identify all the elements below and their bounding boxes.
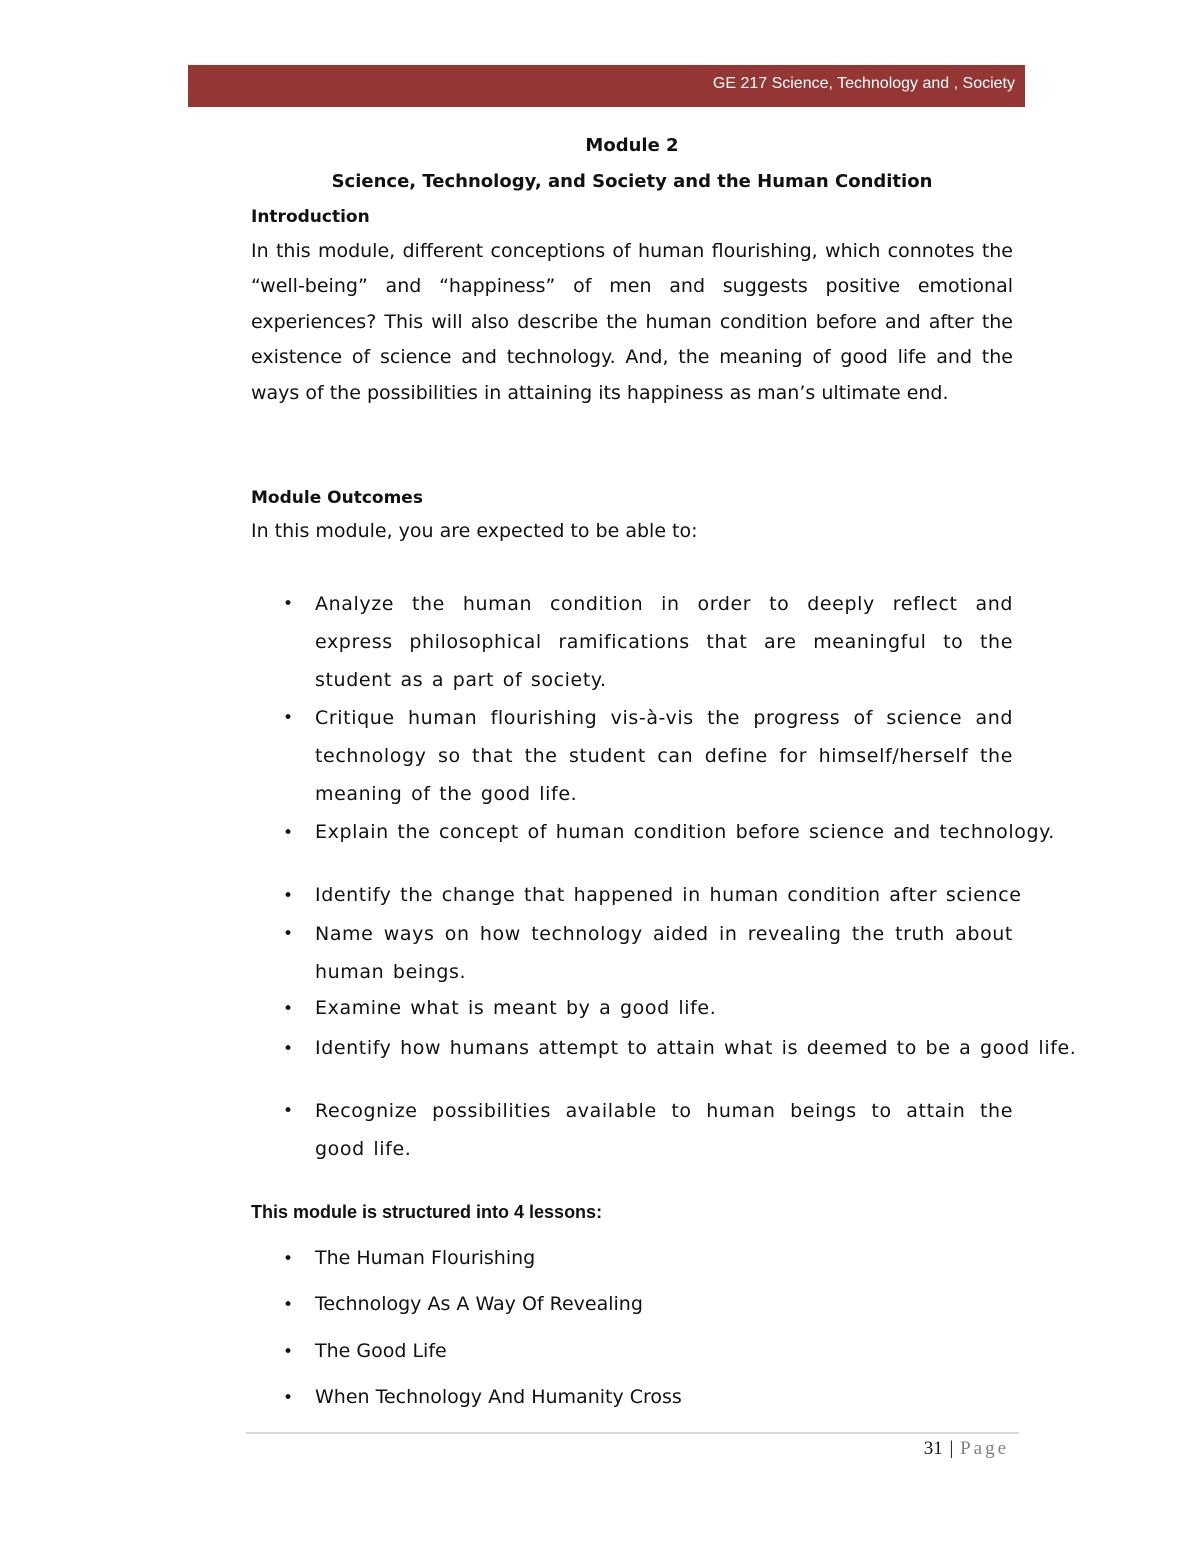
bullet-icon: •	[283, 924, 294, 944]
page-separator: |	[949, 1438, 954, 1459]
lesson-item: Technology As A Way Of Revealing	[315, 1293, 643, 1315]
course-title: GE 217 Science, Technology and , Society	[712, 75, 1015, 92]
page-number: 31	[923, 1438, 943, 1459]
outcome-item: Identify the change that happened in human condition after science	[315, 884, 1022, 906]
bullet-icon: •	[283, 886, 294, 906]
bullet-icon: •	[283, 708, 294, 728]
page-footer	[924, 1438, 1009, 1460]
outcome-item: Analyze the human condition in order to deeply reflect and express philosophical ramifications that are meaningful to the student as a part of society.	[315, 593, 1013, 691]
footer-rule	[246, 1432, 1019, 1434]
bullet-icon: •	[283, 1039, 294, 1059]
outcome-item: Recognize possibilities available to human beings to attain the good life.	[315, 1100, 1013, 1160]
outcome-item: Critique human flourishing vis-à-vis the progress of science and technology so that the student can define for himself/herself the meaning of the good life.	[315, 707, 1013, 805]
outcomes-heading: Module Outcomes	[251, 488, 423, 508]
outcome-item: Explain the concept of human condition before science and technology.	[315, 821, 1055, 843]
outcomes-lead: In this module, you are expected to be able to:	[251, 520, 698, 542]
bullet-icon: •	[283, 1101, 294, 1121]
lesson-item: When Technology And Humanity Cross	[315, 1386, 682, 1408]
bullet-icon: •	[283, 823, 294, 843]
lessons-heading: This module is structured into 4 lessons:	[251, 1202, 603, 1222]
page-label: Page	[960, 1438, 1009, 1459]
header-bar	[188, 65, 1025, 107]
outcome-item: Name ways on how technology aided in revealing the truth about human beings.	[315, 923, 1013, 983]
introduction-paragraph: In this module, different conceptions of human flourishing, which connotes the “well-being” and “happiness” of men and suggests positive emotional experiences? This will also describe the human condition before and after the existence of science and technology. And, the meaning of good life and the ways of the possibilities in attaining its happiness as man’s ultimate end.	[251, 240, 1013, 404]
lesson-item: The Good Life	[315, 1340, 447, 1362]
module-number: Module 2	[585, 135, 679, 156]
bullet-icon: •	[283, 1342, 294, 1362]
bullet-icon: •	[283, 1388, 294, 1408]
bullet-icon: •	[283, 594, 294, 614]
outcome-item: Examine what is meant by a good life.	[315, 997, 717, 1019]
module-title: Science, Technology, and Society and the Human Condition	[331, 171, 933, 192]
bullet-icon: •	[283, 999, 294, 1019]
bullet-icon: •	[283, 1249, 294, 1269]
outcome-item: Identify how humans attempt to attain what is deemed to be a good life.	[315, 1037, 1077, 1059]
lesson-item: The Human Flourishing	[315, 1247, 536, 1269]
bullet-icon: •	[283, 1295, 294, 1315]
introduction-heading: Introduction	[251, 207, 370, 227]
